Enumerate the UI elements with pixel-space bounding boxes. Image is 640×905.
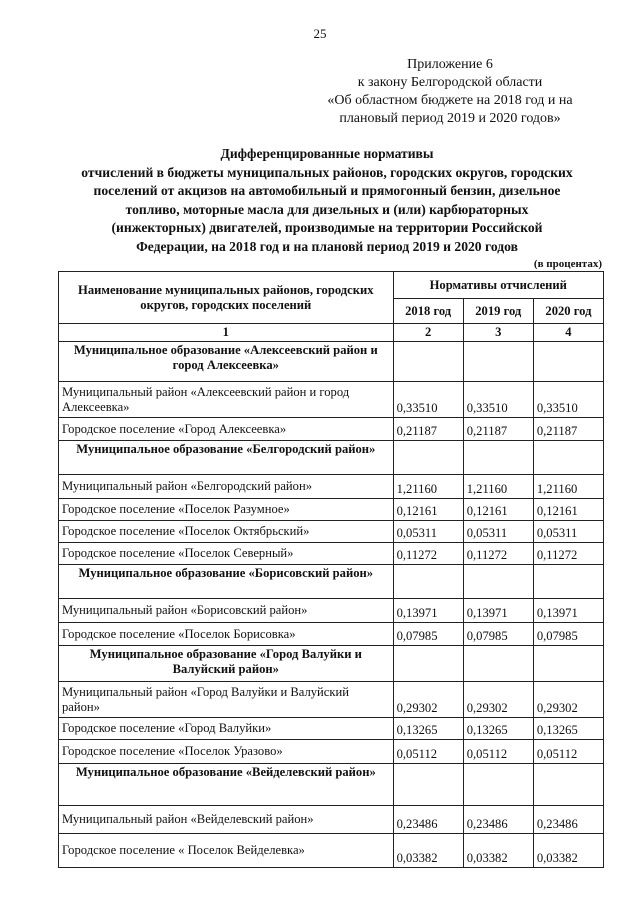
group-heading: Муниципальное образование «Вейделевский район» xyxy=(59,764,394,806)
row-value: 0,11272 xyxy=(463,543,533,565)
row-value: 0,21187 xyxy=(463,418,533,441)
table-row xyxy=(59,740,604,764)
column-number: 1 xyxy=(59,324,394,342)
header-year: 2018 год xyxy=(393,299,463,324)
row-value: 0,03382 xyxy=(533,834,603,868)
title-line: (инжекторных) двигателей, производимые на территории Российской xyxy=(111,220,543,236)
group-heading: Муниципальное образование «Белгородский район» xyxy=(59,441,394,475)
header-year: 2019 год xyxy=(463,299,533,324)
column-number: 3 xyxy=(463,324,533,342)
table-row xyxy=(59,718,604,740)
group-heading: Муниципальное образование «Город Валуйки и Валуйский район» xyxy=(59,646,394,682)
title-line: поселений от акцизов на автомобильный и прямогонный бензин, дизельное xyxy=(93,183,561,199)
header-norms: Нормативы отчислений xyxy=(393,272,603,299)
row-value: 0,29302 xyxy=(463,682,533,718)
row-name: Городское поселение «Поселок Северный» xyxy=(59,543,394,565)
row-value: 0,21187 xyxy=(533,418,603,441)
table-row xyxy=(59,543,604,565)
row-value: 0,33510 xyxy=(393,382,463,418)
row-value: 0,05311 xyxy=(533,521,603,543)
appendix-line: Приложение 6 xyxy=(407,57,493,72)
row-value: 0,05112 xyxy=(393,740,463,764)
row-name: Муниципальный район «Борисовский район» xyxy=(59,599,394,623)
table-row xyxy=(59,382,604,418)
row-value: 0,33510 xyxy=(533,382,603,418)
row-value: 0,03382 xyxy=(463,834,533,868)
title-line: Дифференцированные нормативы xyxy=(220,146,434,161)
table-row xyxy=(59,682,604,718)
row-value: 0,29302 xyxy=(533,682,603,718)
table-row-group xyxy=(59,764,604,806)
table-row-group xyxy=(59,441,604,475)
row-value: 0,13971 xyxy=(533,599,603,623)
row-value: 0,21187 xyxy=(393,418,463,441)
row-name: Городское поселение « Поселок Вейделевка» xyxy=(59,834,394,868)
row-name: Городское поселение «Город Алексеевка» xyxy=(59,418,394,441)
column-number: 4 xyxy=(533,324,603,342)
appendix-line: «Об областном бюджете на 2018 год и на xyxy=(327,93,573,108)
row-name: Городское поселение «Поселок Уразово» xyxy=(59,740,394,764)
row-value: 1,21160 xyxy=(533,475,603,499)
page-number: 25 xyxy=(313,26,327,41)
title-line: Федерации, на 2018 год и на плановй период 2019 и 2020 годов xyxy=(136,238,518,254)
row-value: 0,23486 xyxy=(393,806,463,834)
row-name: Городское поселение «Поселок Борисовка» xyxy=(59,623,394,646)
table-body xyxy=(59,342,604,868)
row-value: 1,21160 xyxy=(393,475,463,499)
row-value: 0,03382 xyxy=(393,834,463,868)
row-name: Муниципальный район «Алексеевский район и город Алексеевка» xyxy=(59,382,394,418)
row-value: 0,23486 xyxy=(463,806,533,834)
header-name: Наименование муниципальных районов, городских округов, городских поселений xyxy=(59,272,394,324)
row-value: 0,11272 xyxy=(533,543,603,565)
row-name: Городское поселение «Поселок Разумное» xyxy=(59,499,394,521)
column-number: 2 xyxy=(393,324,463,342)
table-row xyxy=(59,521,604,543)
appendix-line: плановый период 2019 и 2020 годов» xyxy=(339,111,561,126)
table-row xyxy=(59,599,604,623)
row-value: 0,13971 xyxy=(393,599,463,623)
row-value: 0,23486 xyxy=(533,806,603,834)
row-name: Городское поселение «Город Валуйки» xyxy=(59,718,394,740)
row-value: 0,12161 xyxy=(463,499,533,521)
units-note: (в процентах) xyxy=(533,258,602,270)
row-value: 0,12161 xyxy=(533,499,603,521)
table-row xyxy=(59,418,604,441)
table-row-group xyxy=(59,565,604,599)
row-value: 0,05311 xyxy=(463,521,533,543)
table-row xyxy=(59,834,604,868)
row-value: 0,13971 xyxy=(463,599,533,623)
group-heading: Муниципальное образование «Борисовский район» xyxy=(59,565,394,599)
title-line: топливо, моторные масла для дизельных и (или) карбюраторных xyxy=(125,201,529,217)
row-name: Муниципальный район «Город Валуйки и Валуйский район» xyxy=(59,682,394,718)
row-name: Городское поселение «Поселок Октябрьский» xyxy=(59,521,394,543)
row-value: 0,13265 xyxy=(533,718,603,740)
title-line: отчислений в бюджеты муниципальных районов, городских округов, городских xyxy=(81,164,573,180)
norms-table xyxy=(58,271,604,868)
table-row-group xyxy=(59,342,604,382)
row-value: 0,33510 xyxy=(463,382,533,418)
appendix-line: к закону Белгородской области xyxy=(357,75,543,90)
row-value: 0,05112 xyxy=(533,740,603,764)
header-year: 2020 год xyxy=(533,299,603,324)
table-row xyxy=(59,806,604,834)
row-value: 0,07985 xyxy=(463,623,533,646)
group-heading: Муниципальное образование «Алексеевский район и город Алексеевка» xyxy=(59,342,394,382)
row-value: 0,12161 xyxy=(393,499,463,521)
row-value: 1,21160 xyxy=(463,475,533,499)
row-name: Муниципальный район «Белгородский район» xyxy=(59,475,394,499)
row-name: Муниципальный район «Вейделевский район» xyxy=(59,806,394,834)
row-value: 0,05112 xyxy=(463,740,533,764)
row-value: 0,07985 xyxy=(533,623,603,646)
row-value: 0,29302 xyxy=(393,682,463,718)
row-value: 0,05311 xyxy=(393,521,463,543)
document-title xyxy=(44,145,610,257)
row-value: 0,13265 xyxy=(393,718,463,740)
table-row xyxy=(59,499,604,521)
appendix-note xyxy=(300,56,600,128)
table-row xyxy=(59,623,604,646)
row-value: 0,13265 xyxy=(463,718,533,740)
row-value: 0,07985 xyxy=(393,623,463,646)
table-row xyxy=(59,475,604,499)
table-row-group xyxy=(59,646,604,682)
row-value: 0,11272 xyxy=(393,543,463,565)
